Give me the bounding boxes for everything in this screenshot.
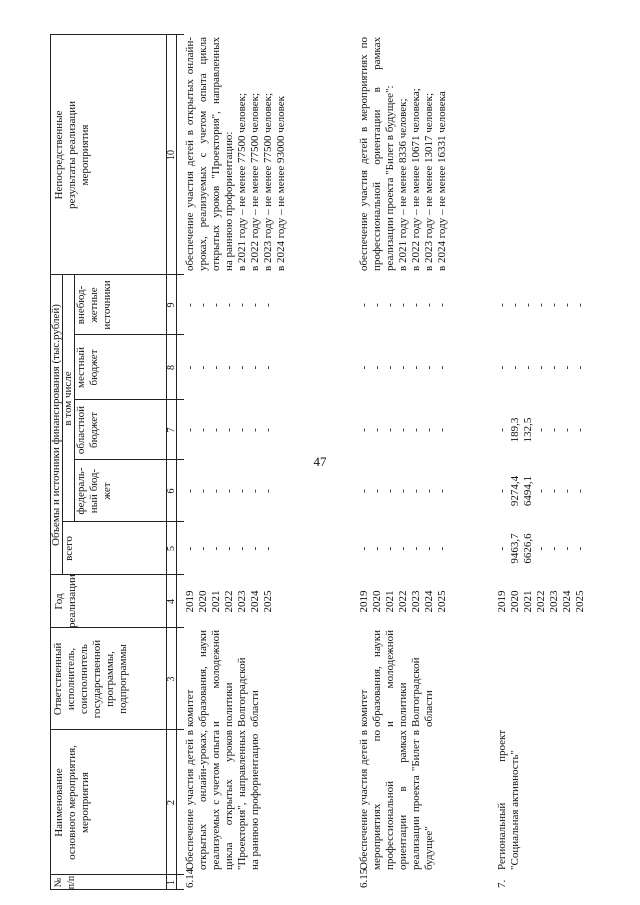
header-in-that: в том числе [62,371,74,426]
row-6-15-no: 6.15. [358,866,370,888]
col-num-8: 8 [166,365,177,370]
row-6-14-name: Обеспечение участия детей в открытых онлайн-уроках, реализуемых с учетом опыта цикла открытых уроков "Проектория", направленных на раннюю профориентацию [184,730,261,870]
col-num-9: 9 [166,302,177,308]
row-6-14-total: - - - - - - - [184,546,274,551]
col-num-7: 7 [166,427,177,433]
col-num-6: 6 [166,488,177,494]
row-7-federal: - 9274,4 6494,1 - - - - [496,475,586,507]
row-7-local: - - - - - - - [496,365,586,370]
row-6-15-total: - - - - - - - [358,546,448,551]
header-responsible: Ответственный исполнитель, соисполнитель государственной программы, подпрограммы [52,639,129,719]
col-num-10: 10 [166,150,177,160]
row-6-15-result: обеспечение участия детей в мероприятиях по профессиональной ориентации в рамках реализации проекта "Билет в будущее": в 2021 году – не менее 8336 человек; в 2022 году – не менее 10671 человека; в 2023 году – не менее 13017 человек; в 2024 году – не менее 16331 человека [358,37,448,271]
row-7-regional: - 189,3 132,5 - - - - [496,417,586,443]
col-num-4: 4 [166,599,177,604]
col-num-1: 1 [166,880,177,885]
row-6-15-name: Обеспечение участия детей в мероприятиях по профессиональной ориентации в рамках реализации проекта "Билет в будущее" [358,730,435,870]
row-7-years: 2019 2020 2021 2022 2023 2024 2025 [496,590,586,613]
row-6-15-responsible: комитет образования, науки и молодежной политики Волгоградской области [358,630,435,727]
row-7-name: Региональный проект "Социальная активность" [496,730,521,870]
row-6-15-local: - - - - - - - [358,365,448,370]
header-funding: Объемы и источники финансирования (тыс.рублей) [50,304,62,546]
row-6-15-years: 2019 2020 2021 2022 2023 2024 2025 [358,590,448,613]
row-7-total: - 9463,7 6626,6 - - - - [496,533,586,564]
row-6-14-no: 6.14. [184,866,196,888]
header-name: Наименование основного мероприятия, мероприятия [53,745,91,860]
row-6-14-local: - - - - - - - [184,365,274,370]
header-year: Год реализации [53,574,78,628]
col-num-5: 5 [166,546,177,551]
header-federal: федераль- ный бюд- жет [75,467,113,515]
header-extra: внебюд- жетные источники [75,280,113,330]
row-7-no: 7. [496,879,508,888]
row-6-14-extra: - - - - - - - [184,303,274,307]
header-local: местный бюджет [75,347,100,388]
row-6-14-responsible: комитет образования, науки и молодежной политики Волгоградской области [184,630,261,727]
row-6-14-federal: - - - - - - - [184,489,274,493]
row-6-15-federal: - - - - - - - [358,489,448,493]
row-6-15-extra: - - - - - - - [358,303,448,307]
col-num-2: 2 [166,800,177,805]
row-6-15-regional: - - - - - - - [358,428,448,432]
row-6-14-result: обеспечение участия детей в открытых онлайн-уроках, реализуемых с учетом опыта цикла открытых уроков "Проектория", направленных на раннюю профориентацию: в 2021 году – не менее 77500 человек; в 2022 году – не менее 77500 человек; в 2023 году – не менее 77500 человек; в 2024 году – не менее 93000 человек [184,37,287,271]
row-7-extra: - - - - - - - [496,303,586,307]
budget-table [50,10,590,890]
row-6-14-regional: - - - - - - - [184,428,274,432]
page-number: 47 [313,454,327,469]
header-no: № п/п [53,875,77,890]
header-result: Непосредственные результаты реализации мероприятия [53,101,91,209]
header-total: всего [63,536,75,561]
col-num-3: 3 [166,676,177,682]
header-regional: областной бюджет [75,405,100,455]
row-6-14-years: 2019 2020 2021 2022 2023 2024 2025 [184,590,274,613]
